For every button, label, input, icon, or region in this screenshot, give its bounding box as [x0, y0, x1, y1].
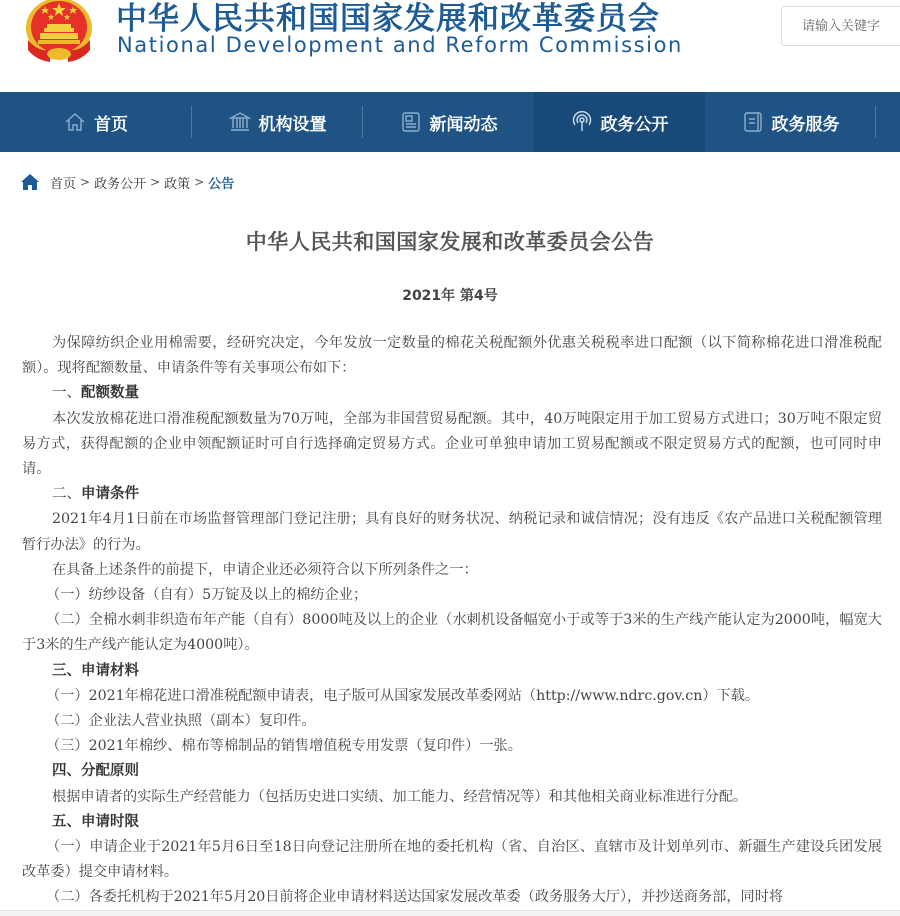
search-box[interactable]: [781, 6, 900, 46]
nav-separator: [875, 106, 876, 138]
site-header: [0, 0, 900, 92]
paragraph: 在具备上述条件的前提下，申请企业还必须符合以下所列条件之一：: [52, 561, 478, 578]
section-title: 申请条件: [81, 486, 139, 503]
list-item: （二）各委托机构于2021年5月20日前将企业申请材料送达国家发展改革委（政务服务大厅），并抄送商务部，同时将: [46, 889, 784, 906]
paragraph: 2021年4月1日前在市场监督管理部门登记注册；具有良好的财务状况、纳税记录和诚信情况；没有违反《农产品进口关税配额管理暂行办法》的行为。: [22, 511, 882, 553]
article-body: [22, 331, 882, 911]
list-item: （一）2021年棉花进口滑准税配额申请表，电子版可从国家发展改革委网站（http://www.ndrc.gov.cn）下载。: [46, 687, 760, 704]
main-nav: [0, 92, 900, 152]
site-title-english[interactable]: National Development and Reform Commission: [117, 33, 683, 57]
national-emblem-logo[interactable]: [20, 0, 98, 66]
horizontal-scrollbar[interactable]: [0, 910, 900, 916]
section-heading-3: 三、申请材料: [52, 662, 139, 679]
article-title: 中华人民共和国国家发展和改革委员会公告: [245, 230, 655, 254]
home-icon: [64, 111, 86, 133]
nav-item-label: 新闻动态: [429, 114, 498, 135]
breadcrumb-policy[interactable]: 政策: [164, 176, 191, 192]
nav-item-home[interactable]: [0, 92, 192, 152]
list-item: （二）企业法人营业执照（副本）复印件。: [46, 713, 316, 730]
paragraph: 根据申请者的实际生产经营能力（包括历史进口实绩、加工能力、经营情况等）和其他相关商业标准进行分配。: [52, 788, 748, 805]
section-number: 一、: [52, 385, 81, 402]
site-title-chinese[interactable]: 中华人民共和国国家发展和改革委员会: [116, 1, 660, 37]
paragraph: 本次发放棉花进口滑准税配额数量为70万吨，全部为非国营贸易配额。其中，40万吨限定用于加工贸易方式进口；30万吨不限定贸易方式，获得配额的企业申领配额证时可自行选择确定贸易方式。企业可单独申请加工贸易配额或不限定贸易方式的配额，也可同时申请。: [22, 410, 882, 478]
list-item: （二）全棉水刺非织造布年产能（自有）8000吨及以上的企业（水刺机设备幅宽小于或等于3米的生产线产能认定为2000吨，幅宽大于3米的生产线产能认定为4000吨）。: [22, 612, 882, 654]
nav-item-label: 机构设置: [258, 114, 327, 135]
section-heading-1: [22, 381, 882, 406]
breadcrumb-separator: >: [80, 175, 91, 189]
breadcrumb-government-affairs[interactable]: 政务公开: [94, 176, 147, 192]
nav-item-label: 首页: [94, 114, 128, 135]
document-icon: [742, 111, 764, 133]
nav-item-government-affairs[interactable]: [534, 92, 705, 152]
section-heading-5: 五、申请时限: [52, 813, 139, 830]
breadcrumb-separator: >: [150, 175, 161, 189]
section-title: 配额数量: [81, 385, 139, 402]
section-number: 二、: [52, 486, 81, 503]
breadcrumb: [20, 172, 234, 192]
list-item: （三）2021年棉纱、棉布等棉制品的销售增值税专用发票（复印件）一张。: [46, 738, 522, 755]
article-number: 2021年 第4号: [402, 288, 498, 304]
nav-item-label: 政务公开: [600, 114, 669, 135]
paragraph-intro: 为保障纺织企业用棉需要，经研究决定，今年发放一定数量的棉花关税配额外优惠关税税率进口配额（以下简称棉花进口滑准税配额）。现将配额数量、申请条件等有关事项公布如下：: [22, 335, 882, 377]
section-heading-4: 四、分配原则: [52, 763, 139, 780]
nav-item-label: 政务服务: [771, 114, 840, 135]
nav-item-news[interactable]: [363, 92, 534, 152]
home-icon[interactable]: [20, 173, 40, 191]
section-heading-2: [22, 482, 882, 507]
breadcrumb-separator: >: [194, 175, 205, 189]
breadcrumb-announcement[interactable]: 公告: [208, 176, 235, 192]
breadcrumb-home[interactable]: 首页: [50, 176, 77, 192]
nav-item-government-services[interactable]: [705, 92, 876, 152]
news-icon: [400, 111, 422, 133]
list-item: （一）纺纱设备（自有）5万锭及以上的棉纺企业；: [46, 587, 368, 604]
list-item: （一）申请企业于2021年5月6日至18日向登记注册所在地的委托机构（省、自治区、直辖市及计划单列市、新疆生产建设兵团发展改革委）提交申请材料。: [22, 839, 882, 881]
nav-item-institutions[interactable]: [192, 92, 363, 152]
search-input[interactable]: [782, 7, 900, 45]
broadcast-icon: [571, 111, 593, 133]
institution-icon: [229, 111, 251, 133]
